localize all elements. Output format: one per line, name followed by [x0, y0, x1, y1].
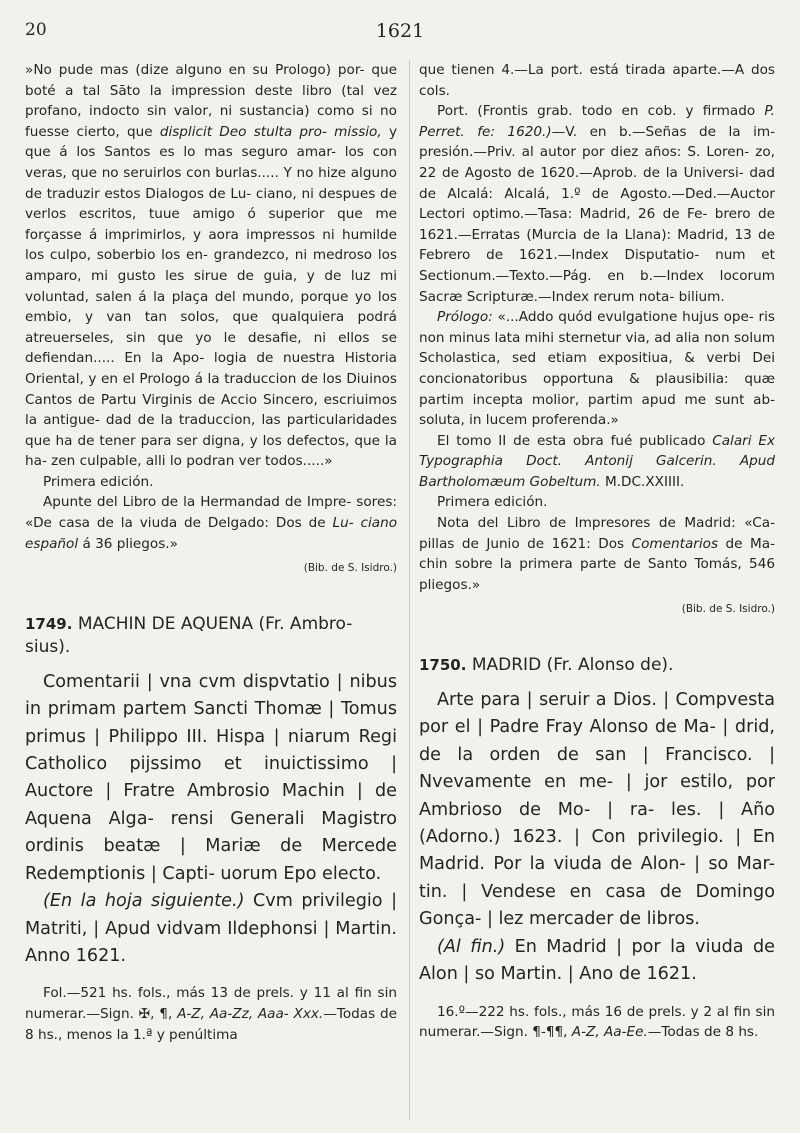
- prologue-quote: »No pude mas (dize alguno en su Prologo) por- que boté a tal Sāto la impression deste libro (tal vez profano, indocto sin valor, ni sustancia) como si no fuesse cierto, que displicit Deo stulta pro- missio, y que á los Santos es lo mas seguro amar- los con veras, que no seruirlos con burlas..... Y no hize alguno de traduzir estos Dialogos de Lu- ciano, ni despues de verlos escritos, tuue amigo ó superior que me forçasse á imprimirlos, y aora impressos ni humilde los culpo, soberbio los en- grandezco, ni medroso los amparo, mi gusto les sirue de guia, y de luz mi voluntad, salen á la plaça del mundo, porque yo los embio, y van tan solos, que qualquiera podrá atreuerseles, sin que yo le desafie, ni ellos se defiendan..... En la Apo- logia de nuestra Historia Oriental, y en el Prologo á la traduccion de los Diuinos Cantos de Partu Virginis de Accio Sincero, escriuimos la antigue- dad de la traduccion, las particularidades que ha de tener para ser digna, y los defectos, que la ha- zen culpable, alli lo podran ver todos.....»: [25, 62, 397, 470]
- prologue-latin: Prólogo: «...Addo quód evulgatione hujus ope- ris non minus lata mihi sternetur via, ad alia non solum Scholastica, sed etiam expositiua, & verbi Dei concionatoribus opportuna & plausibilia: quæ partim incepta molior, partim apud me sunt ab- soluta, in lucem proferenda.»: [419, 309, 775, 429]
- page-year: 1621: [375, 20, 425, 42]
- entry-heading-1750: 1750. MADRID (Fr. Alonso de).: [419, 655, 674, 676]
- contents-description: Port. (Frontis grab. todo en cob. y firmado P. Perret. fe: 1620.)—V. en b.—Señas de la im- presión.—Priv. al autor por diez años: S. Loren- zo, 22 de Agosto de 1620.—Aprob. de la Universi- dad de Alcalá: Alcalá, 1.º de Agosto.—Ded.—Auctor Lectori optimo.—Tasa: Madrid, 26 de Fe- brero de 1621.—Erratas (Murcia de la Llana): Madrid, 13 de Febrero de 1621.—Index Disputatio- num et Sectionum.—Texto.—Pág. en b.—Index locorum Sacræ Scripturæ.—Index rerum nota- bilium.: [419, 103, 775, 305]
- page-header: [0, 20, 800, 46]
- collation-1749: Fol.—521 hs. fols., más 13 de prels. y 11 al fin sin numerar.—Sign. ✠, ¶, A-Z, Aa-Zz, Aaa- Xxx.—Todas de 8 hs., menos la 1.ª y penúltima: [25, 985, 397, 1043]
- volume-two-note: El tomo II de esta obra fué publicado Calari Ex Typographia Doct. Antonij Galcerin. Apud Bartholomæum Gobeltum. M.DC.XXIIII.: [419, 432, 776, 490]
- library-source: (Bib. de S. Isidro.): [303, 562, 397, 575]
- collation-continued: que tienen 4.—La port. está tirada aparte.—A dos cols.: [419, 62, 775, 99]
- guild-note: Apunte del Libro de la Hermandad de Impre- sores: «De casa de la viuda de Delgado: Dos de Lu- ciano español á 36 pliegos.»: [25, 494, 398, 552]
- edition-note-2: Primera edición.: [437, 494, 548, 511]
- printers-note: Nota del Libro de Impresores de Madrid: «Ca- pillas de Junio de 1621: Dos Comentarios de Ma- chin sobre la primera parte de Santo Tomás, 546 pliegos.»: [419, 515, 775, 593]
- library-source-2: (Bib. de S. Isidro.): [681, 603, 775, 616]
- right-column: [419, 60, 775, 1043]
- title-transcription-1750: Arte para | seruir a Dios. | Compvesta por el | Padre Fray Alonso de Ma- | drid, de la orden de san | Francisco. | Nvevamente en me- | jor estilo, por Ambrioso de Mo- | ra- les. | Año (Adorno.) 1623. | Con privilegio. | En Madrid. Por la viuda de Alon- | so Mar- tin. | Vendese en casa de Domingo Gonça- | lez mercader de libros.: [419, 690, 775, 930]
- colophon-1750: (Al fin.) En Madrid | por la viuda de Alon | so Martin. | Ano de 1621.: [419, 936, 775, 985]
- page-number: 20: [25, 20, 47, 40]
- column-divider: [409, 60, 410, 1120]
- left-column: [25, 60, 397, 1045]
- edition-note: Primera edición.: [43, 473, 154, 490]
- collation-1750: 16.º—222 hs. fols., más 16 de prels. y 2 al fin sin numerar.—Sign. ¶-¶¶, A-Z, Aa-Ee.—Todas de 8 hs.: [419, 1003, 775, 1041]
- entry-heading-1749: 1749. MACHIN DE AQUENA (Fr. Ambro- sius).: [25, 613, 353, 657]
- title-transcription-1749: Comentarii | vna cvm dispvtatio | nibus in primam partem Sancti Thomæ | Tomus primus | Philippo III. Hispa | niarum Regi Catholico pijssimo et inuictissimo | Auctore | Fratre Ambrosio Machin | de Aquena Alga- rensi Generali Magistro ordinis beatæ | Mariæ de Mercede Redemptionis | Capti- uorum Epo electo.: [25, 671, 397, 884]
- imprint-1749: (En la hoja siguiente.) Cvm privilegio | Matriti, | Apud vidvam Ildephonsi | Martin. Anno 1621.: [25, 891, 397, 966]
